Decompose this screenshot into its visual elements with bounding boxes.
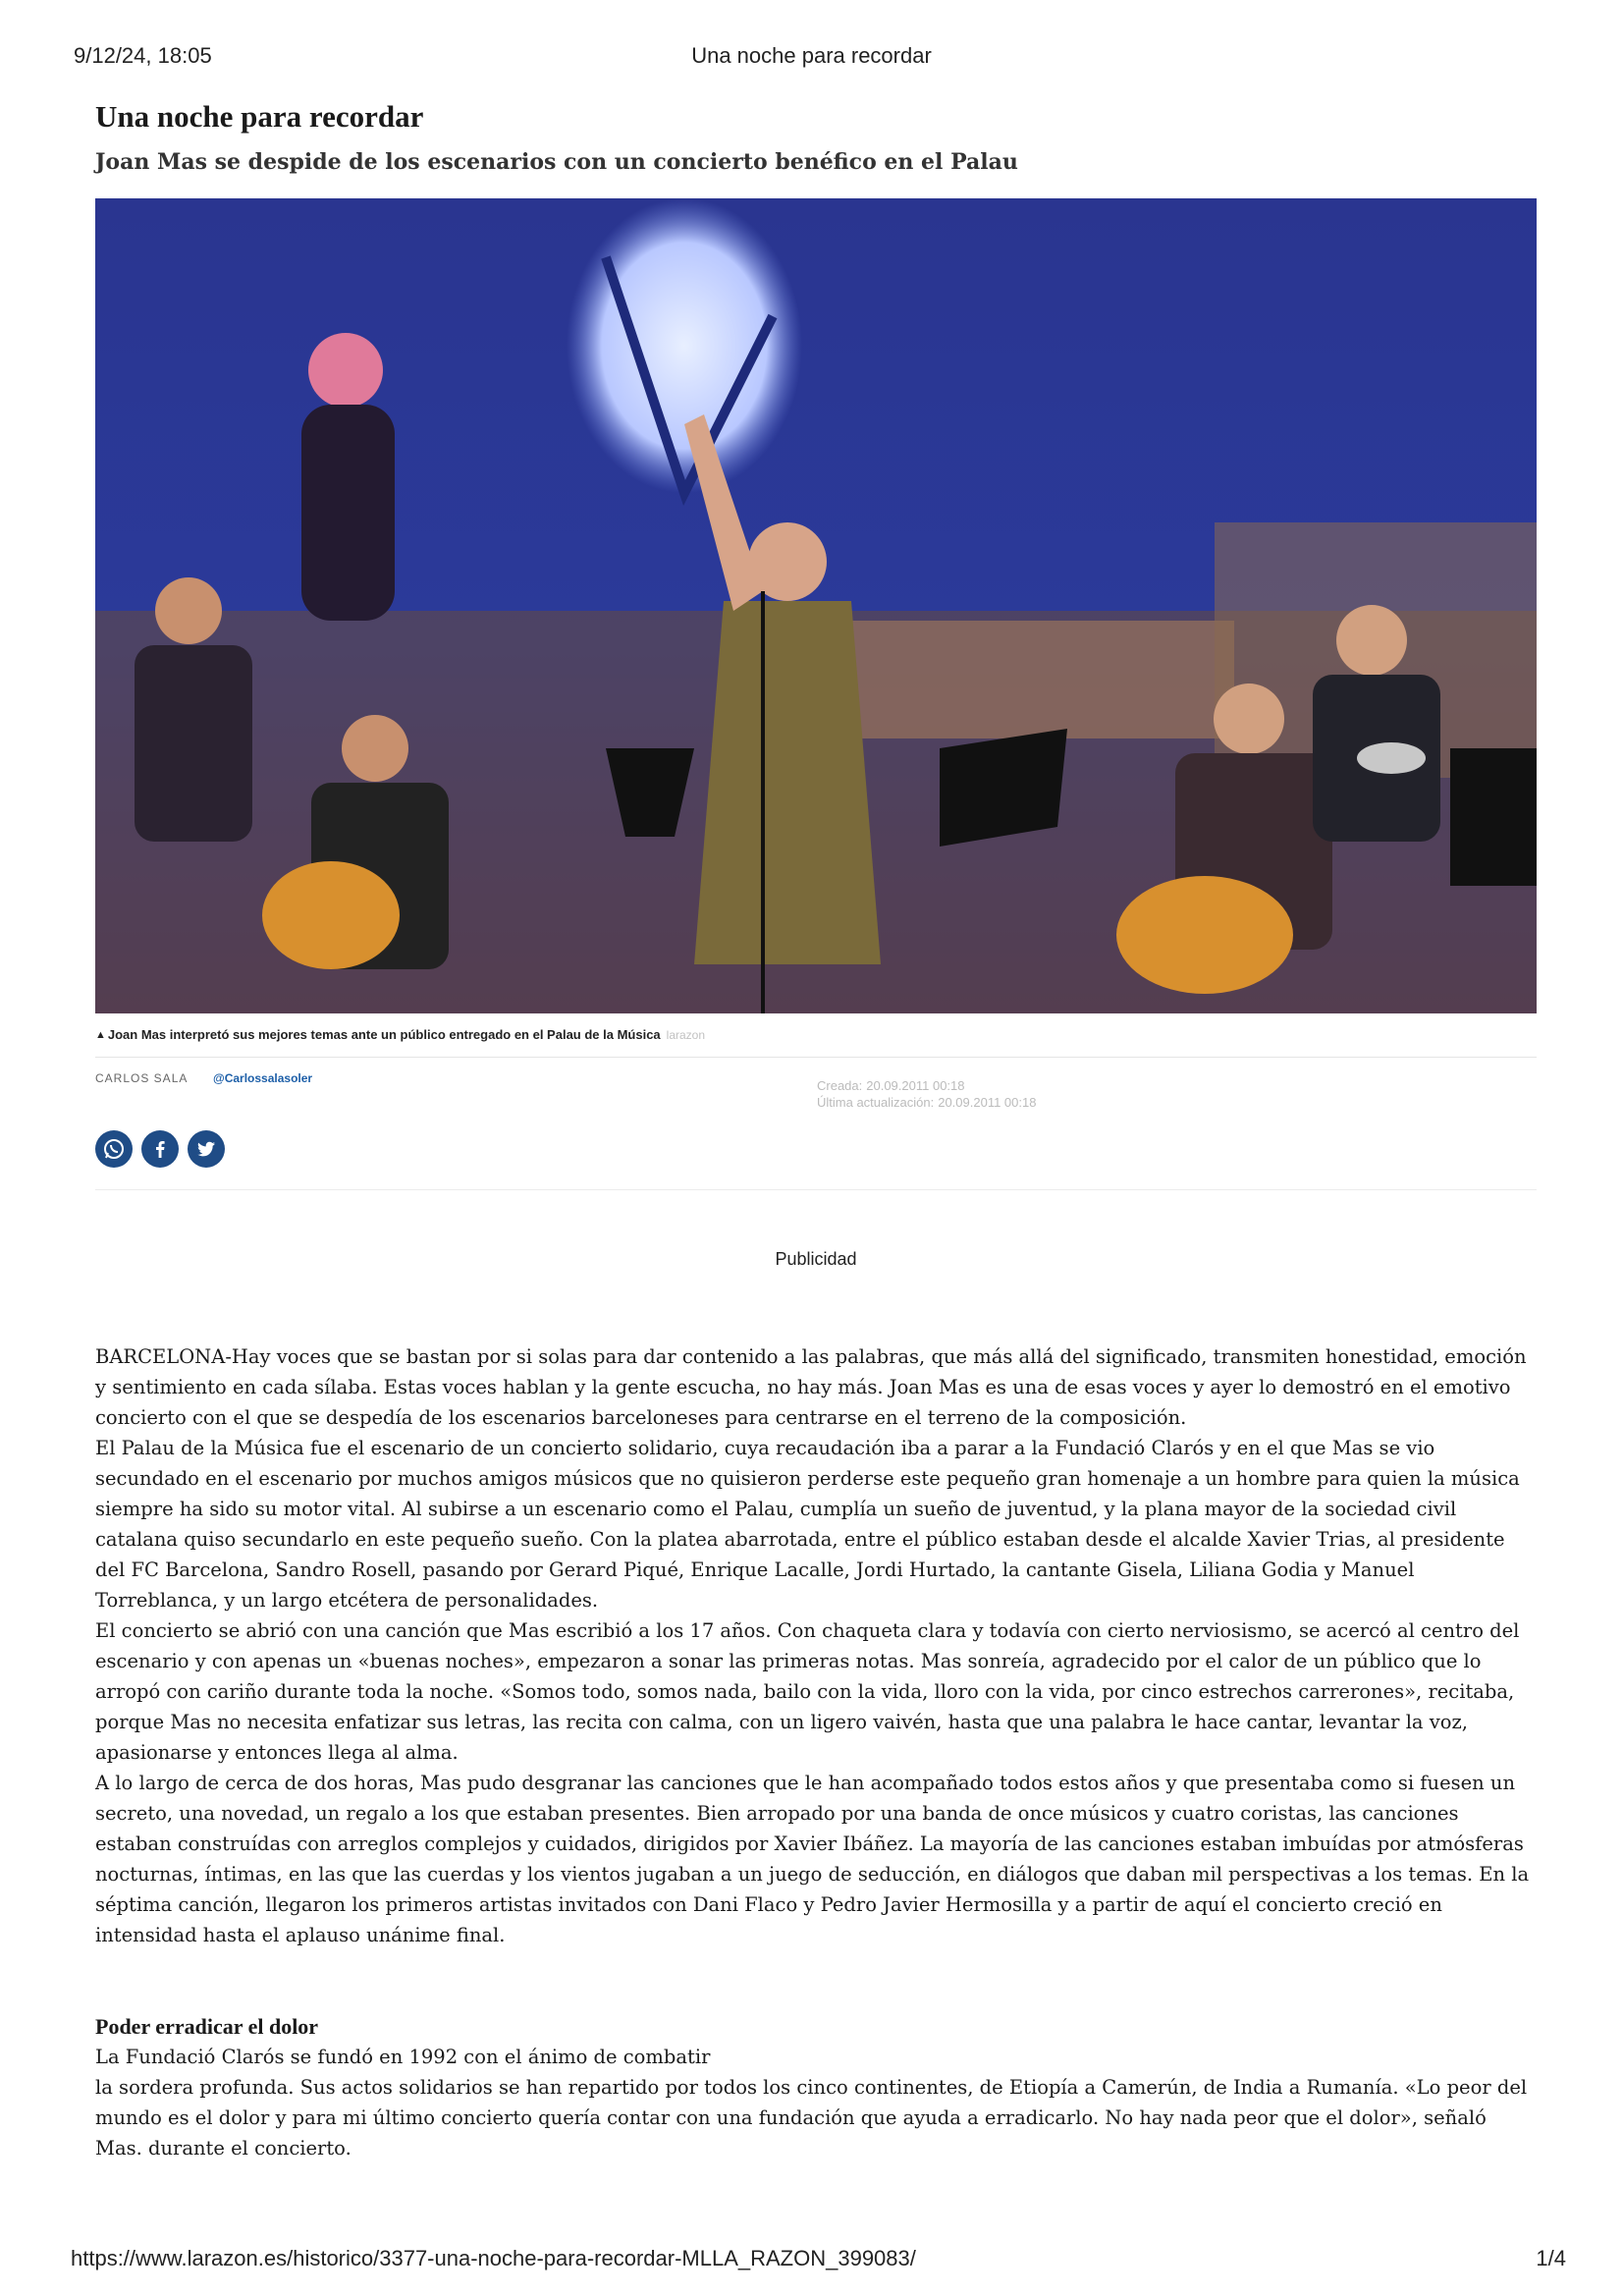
paragraph: la sordera profunda. Sus actos solidarios se han repartido por todos los cinco continentes, de Etiopía a Camerún, de India a Rumanía. «Lo peor del mundo es el dolor y para mi último concierto quería contar con una fundación que ayuda a erradicarlo. No hay nada peor que el dolor», señaló Mas. durante el concierto.: [95, 2075, 1528, 2159]
headline: Una noche para recordar: [95, 99, 424, 134]
print-page-number: 1/4: [1536, 2246, 1566, 2270]
article-body: [95, 1341, 1537, 2163]
facebook-icon: [148, 1137, 172, 1161]
byline: [95, 1071, 1537, 1130]
paragraph: La Fundació Clarós se fundó en 1992 con el ánimo de combatir: [95, 2045, 711, 2068]
caption-text: Joan Mas interpretó sus mejores temas ante un público entregado en el Palau de la Música: [107, 1027, 661, 1043]
photo-credit: larazon: [666, 1027, 706, 1042]
concert-photo-illustration: [95, 198, 1537, 1013]
print-footer: [0, 2246, 1623, 2275]
twitter-icon: [194, 1137, 218, 1161]
divider: [95, 1189, 1537, 1190]
paragraph: El concierto se abrió con una canción que Mas escribió a los 17 años. Con chaqueta clara y todavía con cierto nerviosismo, se acercó al centro del escenario y con apenas un «buenas noches», empezaron a sonar las primeras notas. Mas sonreía, agradecido por el calor de un público que lo arropó con cariño durante toda la noche. «Somos todo, somos nada, bailo con la vida, lloro con la vida, por cinco estrechos carrerones», recitaba, porque Mas no necesita enfatizar sus letras, las recita con calma, con un ligero vaivén, hasta que una palabra le hace cantar, levantar la voz, apasionarse y entonces llega al alma.: [95, 1618, 1520, 1764]
advertisement-slot: [95, 1196, 1537, 1314]
created-date: 20.09.2011 00:18: [866, 1077, 965, 1093]
ad-label: Publicidad: [775, 1248, 857, 1269]
share-buttons: [95, 1130, 1537, 1170]
paragraph: A lo largo de cerca de dos horas, Mas pudo desgranar las canciones que le han acompañado todos estos años y que presentaba como si fuesen un secreto, una novedad, un regalo a los que estaban presentes. Bien arropado por una banda de once músicos y cuatro coristas, las canciones estaban construídas con arreglos complejos y cuidados, dirigidos por Xavier Ibáñez. La mayoría de las canciones estaban imbuídas por atmósferas nocturnas, íntimas, en las que las cuerdas y los vientos jugaban a un juego de seducción, en diálogos que daban mil perspectivas a los temas. En la séptima canción, llegaron los primeros artistas invitados con Dani Flaco y Pedro Javier Hermosilla y a partir de aquí el concierto creció en intensidad hasta el aplauso unánime final.: [95, 1771, 1530, 1946]
updated-date: 20.09.2011 00:18: [938, 1094, 1037, 1110]
concert-photo: [95, 198, 1537, 1013]
section-title: Poder erradicar el dolor: [95, 2013, 319, 2039]
print-date: 9/12/24, 18:05: [74, 43, 212, 68]
author-name[interactable]: CARLOS SALA: [95, 1070, 189, 1085]
paragraph: BARCELONA-Hay voces que se bastan por si solas para dar contenido a las palabras, que más allá del significado, transmiten honestidad, emoción y sentimiento en cada sílaba. Estas voces hablan y la gente escucha, no hay más. Joan Mas es una de esas voces y ayer lo demostró en el emotivo concierto con el que se despedía de los escenarios barceloneses para centrarse en el terreno de la composición.: [95, 1344, 1527, 1429]
divider: [95, 1057, 1537, 1058]
whatsapp-share-button[interactable]: [95, 1130, 133, 1168]
article-dates: [817, 1077, 1040, 1111]
twitter-share-button[interactable]: [188, 1130, 225, 1168]
author-twitter-link[interactable]: @Carlossalasoler: [213, 1070, 313, 1085]
paragraph: El Palau de la Música fue el escenario de un concierto solidario, cuya recaudación iba a parar a la Fundació Clarós y en el que Mas se vio secundado en el escenario por muchos amigos músicos que no quisieron perderse este pequeño gran homenaje a un hombre para quien la música siempre ha sido su motor vital. Al subirse a un escenario como el Palau, cumplía un sueño de juventud, y la plana mayor de la sociedad civil catalana quiso secundarlo en este pequeño sueño. Con la platea abarrotada, entre el público estaban desde el alcalde Xavier Trias, al presidente del FC Barcelona, Sandro Rosell, pasando por Gerard Piqué, Enrique Lacalle, Jordi Hurtado, la cantante Gisela, Liliana Godia y Manuel Torreblanca, y un largo etcétera de personalidades.: [95, 1436, 1520, 1612]
article: [95, 98, 1537, 2163]
updated-label: Última actualización:: [817, 1094, 935, 1110]
subheadline: Joan Mas se despide de los escenarios con un concierto benéfico en el Palau: [95, 149, 1018, 176]
facebook-share-button[interactable]: [141, 1130, 179, 1168]
print-page-title: Una noche para recordar: [691, 43, 932, 68]
caption-triangle-icon: ▲: [95, 1028, 106, 1041]
print-url: https://www.larazon.es/historico/3377-una-noche-para-recordar-MLLA_RAZON_399083/: [71, 2246, 916, 2270]
photo-caption: [95, 1025, 1537, 1045]
print-header: [0, 43, 1623, 73]
created-label: Creada:: [817, 1077, 863, 1093]
whatsapp-icon: [102, 1137, 126, 1161]
